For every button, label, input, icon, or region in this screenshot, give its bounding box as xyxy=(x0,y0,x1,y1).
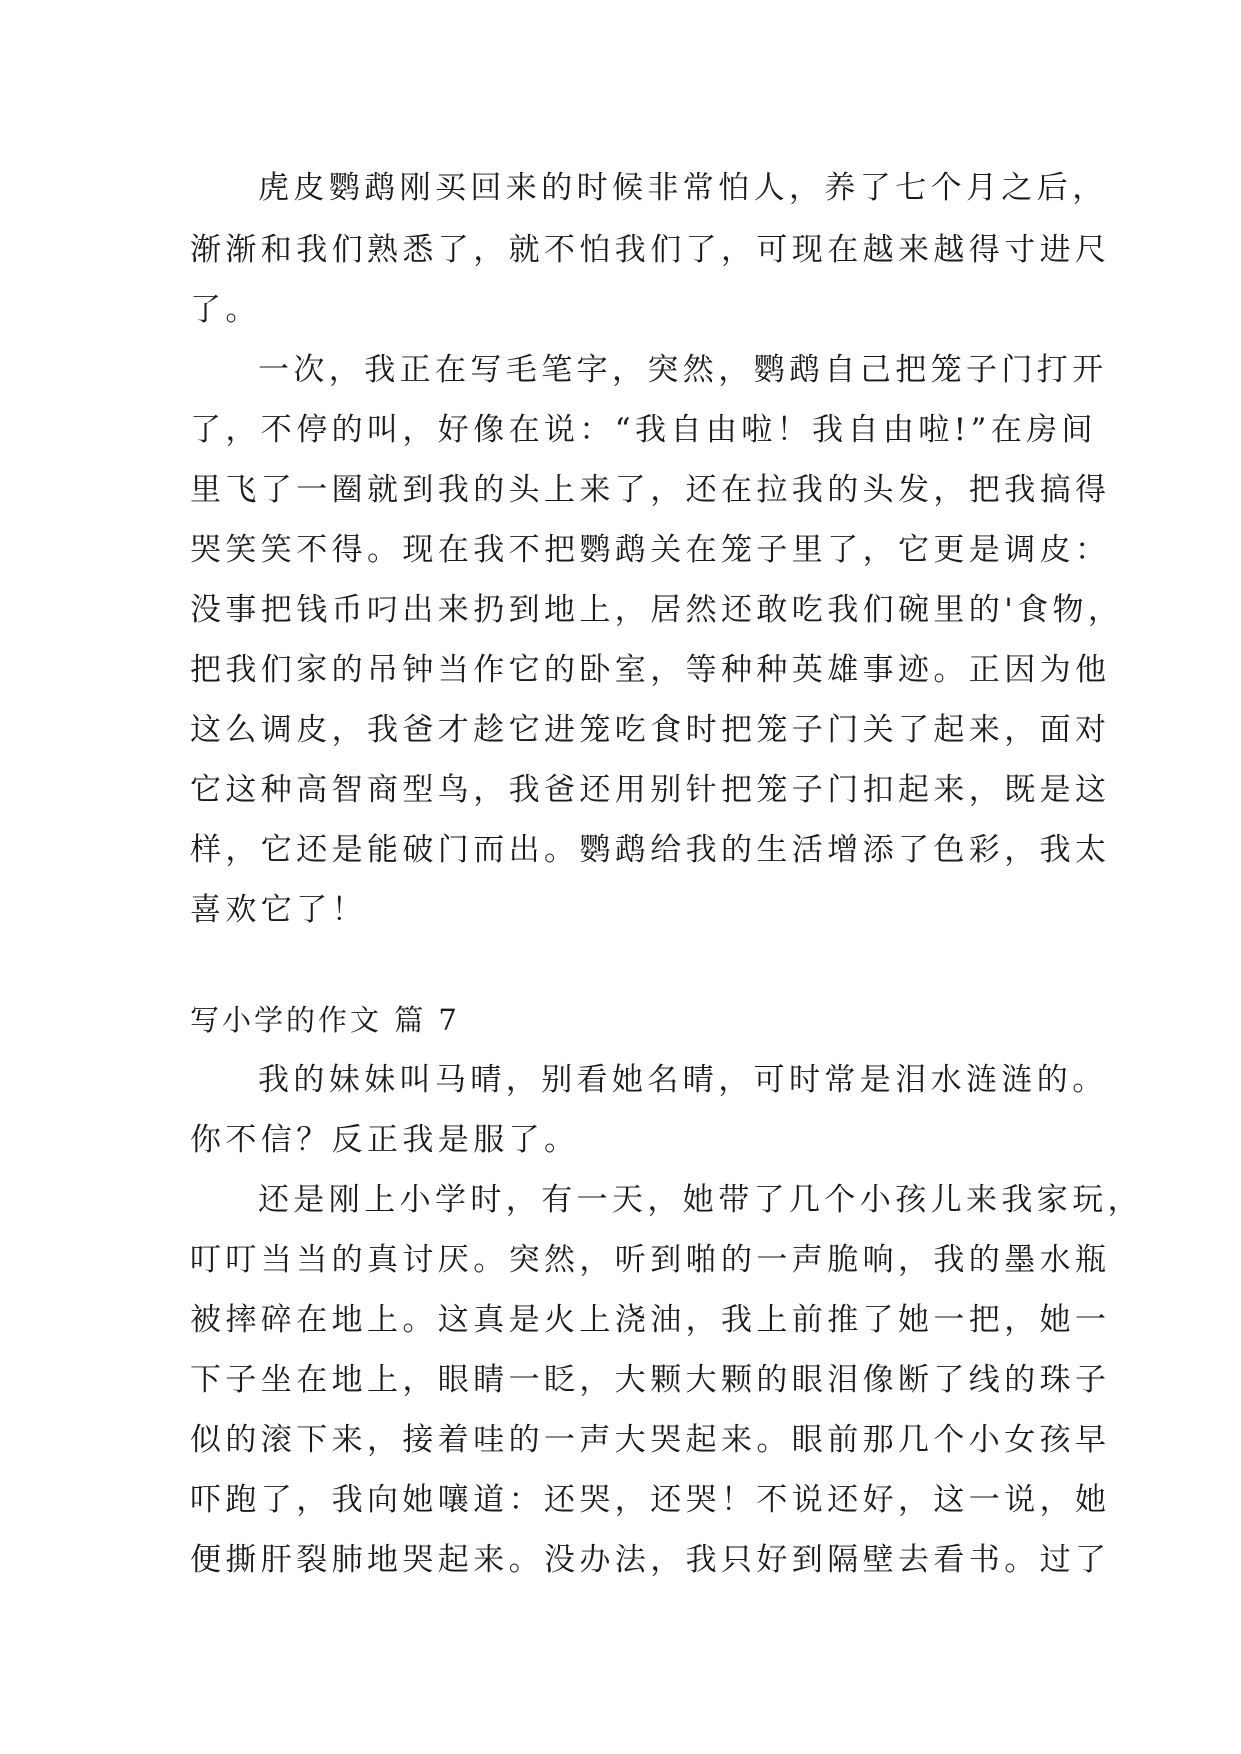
paragraph-line: 被摔碎在地上。这真是火上浇油，我上前推了她一把，她一 xyxy=(190,1302,1111,1338)
paragraph-line: 没事把钱币叼出来扔到地上，居然还敢吃我们碗里的'食物， xyxy=(190,592,1124,628)
paragraph-line: 了。 xyxy=(190,292,261,328)
paragraph-line: 了，不停的叫，好像在说：“我自由啦！我自由啦!”在房间 xyxy=(190,412,1097,448)
paragraph-line: 便撕肝裂肺地哭起来。没办法，我只好到隔壁去看书。过了 xyxy=(190,1542,1111,1578)
paragraph-line: 里飞了一圈就到我的头上来了，还在拉我的头发，把我搞得 xyxy=(190,472,1111,508)
paragraph-line: 它这种高智商型鸟，我爸还用别针把笼子门扣起来，既是这 xyxy=(190,772,1111,808)
paragraph-line: 一次，我正在写毛笔字，突然，鹦鹉自己把笼子门打开 xyxy=(258,352,1108,388)
paragraph-line: 我的妹妹叫马晴，别看她名晴，可时常是泪水涟涟的。 xyxy=(258,1062,1108,1098)
paragraph-line: 下子坐在地上，眼睛一眨，大颗大颗的眼泪像断了线的珠子 xyxy=(190,1362,1111,1398)
paragraph-line: 这么调皮，我爸才趁它进笼吃食时把笼子门关了起来，面对 xyxy=(190,712,1111,748)
paragraph-line: 样，它还是能破门而出。鹦鹉给我的生活增添了色彩，我太 xyxy=(190,832,1111,868)
section-heading: 写小学的作文 篇 7 xyxy=(190,1003,460,1037)
paragraph-line: 哭笑笑不得。现在我不把鹦鹉关在笼子里了，它更是调皮： xyxy=(190,532,1111,568)
paragraph-line: 你不信？反正我是服了。 xyxy=(190,1122,580,1158)
paragraph-line: 吓跑了，我向她嚷道：还哭，还哭！不说还好，这一说，她 xyxy=(190,1482,1111,1518)
paragraph-line: 虎皮鹦鹉刚买回来的时候非常怕人，养了七个月之后， xyxy=(258,170,1108,206)
paragraph-line: 把我们家的吊钟当作它的卧室，等种种英雄事迹。正因为他 xyxy=(190,652,1111,688)
paragraph-line: 叮叮当当的真讨厌。突然，听到啪的一声脆响，我的墨水瓶 xyxy=(190,1242,1111,1278)
paragraph-line: 渐渐和我们熟悉了，就不怕我们了，可现在越来越得寸进尺 xyxy=(190,232,1111,268)
paragraph-line: 似的滚下来，接着哇的一声大哭起来。眼前那几个小女孩早 xyxy=(190,1422,1111,1458)
paragraph-line: 喜欢它了！ xyxy=(190,892,367,928)
paragraph-line: 还是刚上小学时，有一天，她带了几个小孩儿来我家玩， xyxy=(258,1182,1143,1218)
